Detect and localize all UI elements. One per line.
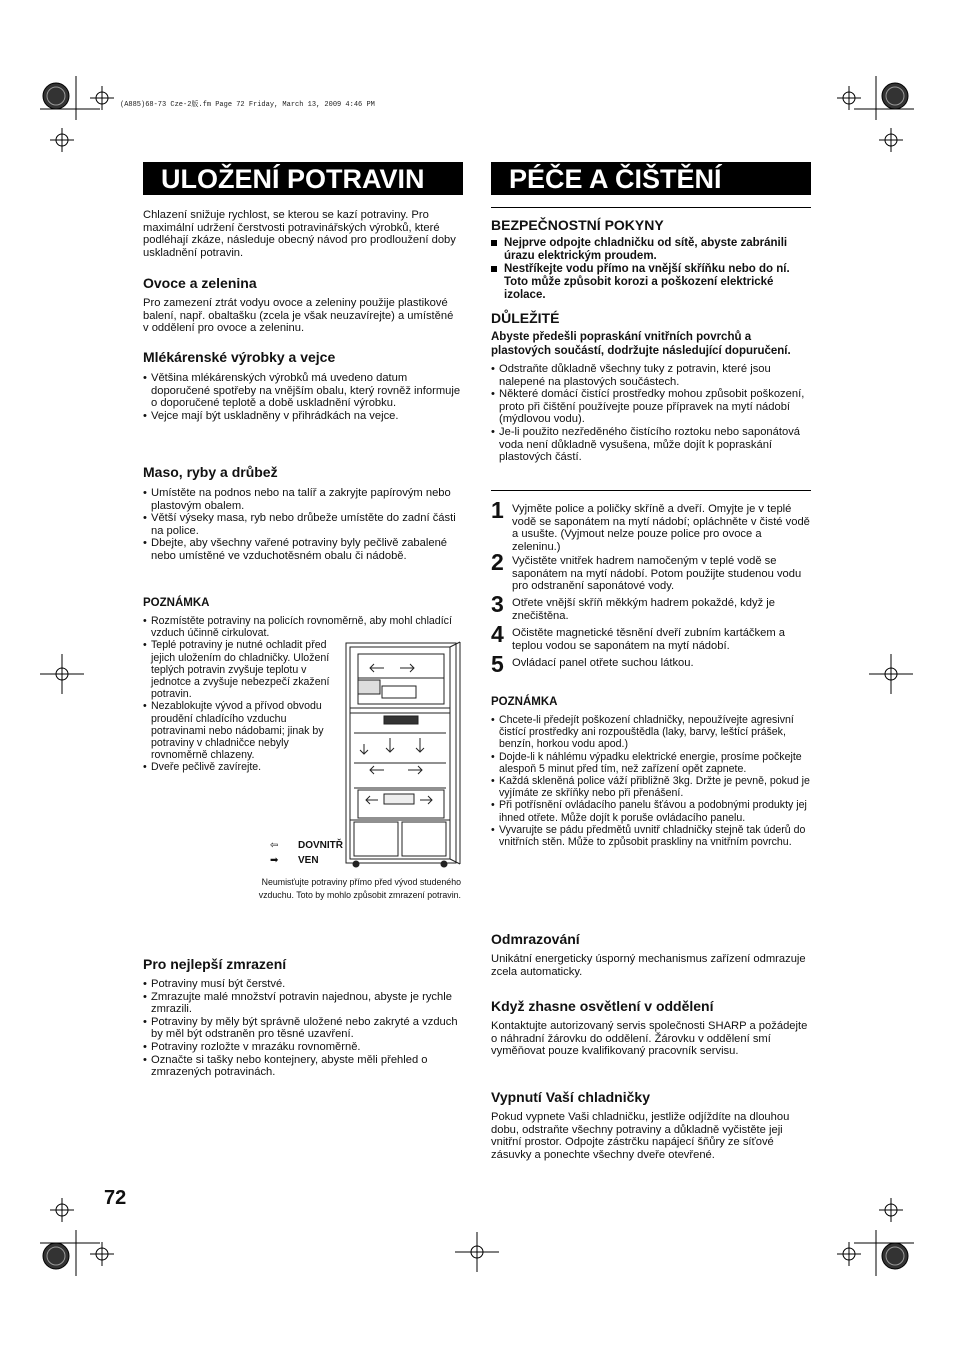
list-item: • Vyvarujte se pádu předmětů uvnitř chladničky stejně tak úderů do vnitřních stěn. Může to způsobit praskliny na vnitřním povrchu. [491, 824, 811, 848]
list-item: • Potraviny by měly být správně uložené nebo zakryté a vzduch by měl být odstraněn pro těsné uzavření. [143, 1016, 461, 1041]
list-item: • Dojde-li k náhlému výpadku elektrické energie, prosíme počkejte alespoň 5 minut před tím, než zařízení opět zapnete. [491, 751, 811, 775]
switch-off-text: Pokud vypnete Vaši chladničku, jestliže odjíždíte na dlouhou dobu, odstraňte všechny potraviny a důkladně vyčistěte jeji vnitřní prostor. Odpojte zástrčku napájecí šňůry ze síťové zásuvky a ponechte všechny dveře otevřené. [491, 1111, 790, 1161]
note-list-wide [143, 615, 461, 639]
dairy-list [143, 372, 461, 422]
illustration-caption: Neumisťujte potraviny přímo před vývod studeného vzduchu. Toto by mohlo způsobit zmrazení potravin. [258, 877, 461, 900]
safety-list [491, 237, 811, 302]
dairy-section [143, 349, 461, 422]
fridge-airflow-illustration [340, 638, 464, 870]
note-heading: POZNÁMKA [491, 696, 558, 708]
step-2 [491, 549, 811, 593]
list-item: • Je-li použito nezředěného čistícího roztoku nebo saponátová voda není důkladně vysušena, může dojít k popraskání plastových částí. [491, 426, 811, 464]
list-item: Nestříkejte vodu přímo na vnější skříňku nebo do ní. Toto může způsobit korozi a poškození elektrické izolace. [491, 263, 811, 302]
step-text: Vyčistěte vnitřek hadrem namočeným v teplé vodě se saponátem na mytí nádobí. Potom použijte studenou vodu pro odstranění saponátové vody. [512, 555, 802, 593]
important-heading: DŮLEŽITÉ [491, 310, 560, 326]
step-4 [491, 621, 811, 652]
step-number: 2 [491, 549, 504, 575]
defrost-heading: Odmrazování [491, 931, 580, 947]
step-text: Očistěte magnetické těsnění dveří zubním kartáčkem a teplou vodou se saponátem na mytí nádobí. [512, 627, 785, 652]
legend-out [270, 855, 319, 866]
list-item: • Vejce mají být uskladněny v přihrádkách na vejce. [143, 410, 461, 423]
step-number: 4 [491, 621, 504, 647]
meat-list [143, 487, 461, 563]
page-title-right: PÉČE A ČIŠTĚNÍ [491, 162, 811, 195]
light-section [491, 998, 811, 1058]
step-number: 5 [491, 651, 504, 677]
freeze-section [143, 956, 461, 1079]
list-item: • Umístěte na podnos nebo na talíř a zakryjte papírovým nebo plastovým obalem. [143, 487, 461, 512]
step-1 [491, 497, 811, 553]
note-list-narrow [143, 639, 333, 773]
meat-heading: Maso, ryby a drůbež [143, 464, 278, 480]
important-intro: Abyste předešli popraskání vnitřních povrchů a plastových součástí, dodržujte následující dopuručení. [491, 331, 791, 357]
dairy-heading: Mlékárenské výrobky a vejce [143, 349, 336, 365]
list-item: • Potraviny rozložte v mrazáku rovnoměrně. [143, 1041, 461, 1054]
page-title-left: ULOŽENÍ POTRAVIN [143, 162, 463, 195]
divider [491, 490, 811, 491]
step-5 [491, 651, 811, 677]
freeze-heading: Pro nejlepší zmrazení [143, 956, 287, 972]
list-item: • Potraviny musí být čerstvé. [143, 978, 461, 991]
legend-in-label: DOVNITŘ [298, 840, 343, 851]
list-item: • Dbejte, aby všechny vařené potraviny byly pečlivě zabalené nebo umístěné ve vzduchotěsném obalu či nádobě. [143, 537, 461, 562]
list-item: • Některé domácí čistící prostředky mohou způsobit poškození, proto při čištění používejte pouze přípravek na mytí nádobí (mýdlovou vodu). [491, 388, 811, 426]
intro-text: Chlazení snižuje rychlost, se kterou se kazí potraviny. Pro maximální udržení čerstvosti potravinářských výrobků, které podléhají zkáze, následuje obecný návod pro prodloužení doby uskladnění potravin. [143, 209, 456, 259]
step-number: 3 [491, 591, 504, 617]
list-item: • Při potřísnění ovládacího panelu šťávou a podobnými produkty jej ihned otřete. Může dojít k poruše ovládacího panelu. [491, 799, 811, 823]
defrost-text: Unikátní energeticky úsporný mechanismus zařízení odmrazuje zcela automaticky. [491, 953, 806, 978]
list-item: • Dveře pečlivě zavírejte. [143, 761, 333, 773]
switch-off-section [491, 1089, 811, 1161]
list-item: • Větší výseky masa, ryb nebo drůbeže umístěte do zadní části na police. [143, 512, 461, 537]
step-text: Ovládací panel otřete suchou látkou. [512, 657, 694, 669]
list-item: • Teplé potraviny je nutné ochladit před jejich uložením do chladničky. Uložení teplých potravin zvyšuje teplotu v jednotce a zvyšuje nebezpečí zkažení potravin. [143, 639, 333, 700]
hollow-arrow-left-icon: ⇦ [270, 840, 279, 851]
cleaning-note [491, 695, 811, 848]
step-text: Otřete vnější skříň měkkým hadrem pokaždé, když je znečištěna. [512, 597, 776, 622]
step-number: 1 [491, 497, 504, 523]
solid-arrow-right-icon: ➡ [270, 855, 279, 866]
safety-section [491, 217, 811, 302]
switch-off-heading: Vypnutí Vaší chladničky [491, 1089, 650, 1105]
list-item: • Většina mlékárenských výrobků má uvedeno datum doporučené spotřeby na vnějším obalu, který rovněž informuje o doporučené teplotě a době uskladnění výrobku. [143, 372, 461, 410]
page-number: 72 [104, 1187, 127, 1209]
important-list [491, 363, 811, 464]
list-item: • Odstraňte důkladně všechny tuky z potravin, které jsou nalepené na plastových součástech. [491, 363, 811, 388]
fruit-section [143, 275, 461, 335]
list-item: • Nezablokujte vývod a přívod obvodu proudění chladícího vzduchu potravinami nebo nádobami; jinak by potraviny v chladničce nebyly rovnoměrně chlazeny. [143, 700, 333, 761]
fruit-heading: Ovoce a zelenina [143, 275, 257, 291]
list-item: Nejprve odpojte chladničku od sítě, abyste zabránili úrazu elektrickým proudem. [491, 237, 811, 263]
file-header: (A885)68-73 Cze-2版.fm Page 72 Friday, March 13, 2009 4:46 PM [120, 101, 375, 109]
freeze-list [143, 978, 461, 1079]
defrost-section [491, 931, 811, 978]
list-item: • Rozmístěte potraviny na policích rovnoměrně, aby mohl chladící vzduch účinně cirkulovat. [143, 615, 461, 639]
important-section [491, 310, 811, 464]
legend-in [270, 840, 343, 851]
meat-section [143, 464, 461, 563]
step-3 [491, 591, 811, 622]
safety-heading: BEZPEČNOSTNÍ POKYNY [491, 217, 664, 233]
note-heading: POZNÁMKA [143, 597, 210, 609]
storage-intro [143, 209, 461, 259]
list-item: • Označte si tašky nebo kontejnery, abyste měli přehled o zmrazených potravinách. [143, 1054, 461, 1079]
divider [491, 207, 811, 208]
list-item: • Chcete-li předejít poškození chladničky, nepoužívejte agresivní čistící prostředky ani rozpouštědla (laky, barvy, leštící prášek, benzín, horkou vodu apod.) [491, 714, 811, 751]
list-item: • Zmrazujte malé množství potravin najednou, abyste je rychle zmrazili. [143, 991, 461, 1016]
step-text: Vyjměte police a poličky skříně a dveří. Omyjte je v teplé vodě se saponátem na mytí nádobí; opláchněte v čisté vodě a usušte. (Vyjmout nelze pouze police pro ovoce a zeleninu.) [512, 503, 810, 553]
light-heading: Když zhasne osvětlení v oddělení [491, 998, 714, 1014]
legend-out-label: VEN [298, 855, 319, 866]
fruit-text: Pro zamezení ztrát vodyu ovoce a zeleniny použije plastikové balení, např. obaltašku (zcela je však neuzavírejte) a umístěné v oddělení pro ovoce a zeleninu. [143, 297, 454, 335]
list-item: • Každá skleněná police váží přibližně 3kg. Držte je pevně, pokud je vyjímáte ze skříňky nebo při přenášení. [491, 775, 811, 799]
light-text: Kontaktujte autorizovaný servis společnosti SHARP a požádejte o náhradní žárovku do oddělení. Žárovku v oddělení smí vyměňovat pouze kvalifikovaný pracovník servisu. [491, 1020, 808, 1058]
cleaning-note-list [491, 714, 811, 848]
